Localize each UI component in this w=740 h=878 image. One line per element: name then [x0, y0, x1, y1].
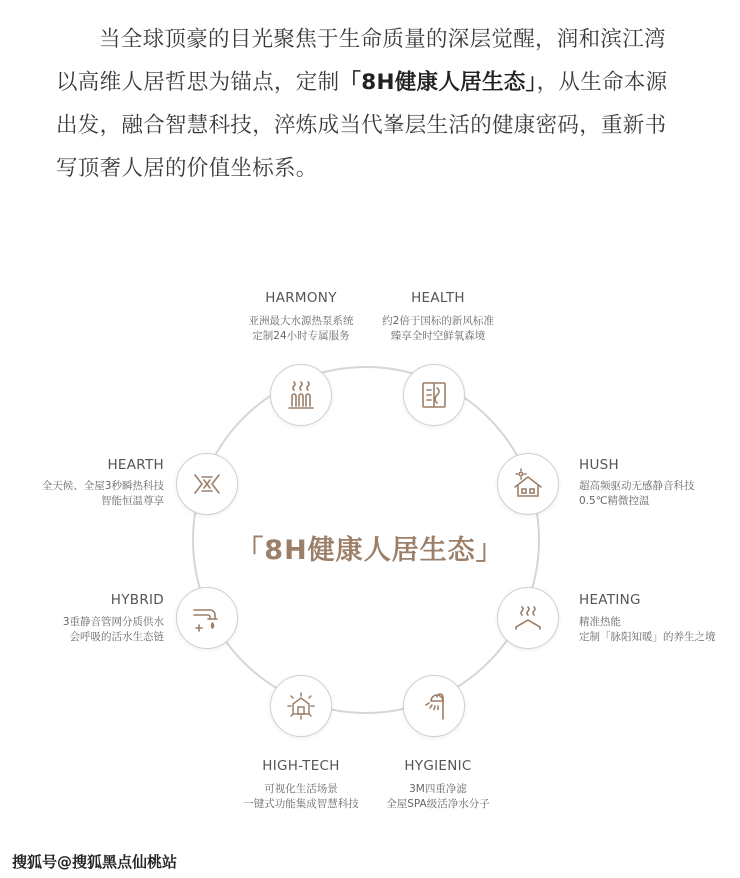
- heating-label: HEATING: [579, 592, 641, 608]
- shower-icon: [417, 689, 451, 723]
- hearth-label: HEARTH: [107, 457, 164, 473]
- intro-line-2-post: ，从生命本源: [536, 70, 668, 95]
- hygienic-label: HYGIENIC: [404, 758, 472, 774]
- harmony-desc: [221, 314, 381, 344]
- hush-desc: [579, 479, 739, 509]
- instant-heat-icon: [190, 467, 224, 501]
- hightech-label: HIGH-TECH: [262, 758, 340, 774]
- harmony-node: [270, 364, 332, 426]
- intro-highlight: 「8H健康人居生态」: [339, 70, 537, 95]
- hush-desc-2: 0.5℃精微控温: [579, 495, 650, 507]
- heating-desc-1: 精准热能: [579, 616, 621, 628]
- hygienic-node: [403, 675, 465, 737]
- hybrid-label: HYBRID: [110, 592, 164, 608]
- hearth-desc: [4, 479, 164, 509]
- heated-floor-icon: [511, 601, 545, 635]
- health-desc: [358, 314, 518, 344]
- health-desc-1: 约2倍于国标的新风标准: [382, 315, 494, 327]
- water-pipe-icon: [190, 601, 224, 635]
- heating-node: [497, 587, 559, 649]
- intro-line-1: 当全球顶豪的目光聚焦于生命质量的深层觉醒，润和滨江湾: [99, 27, 666, 52]
- heating-desc-2: 定制「脉阳知暖」的养生之境: [579, 631, 716, 643]
- hightech-node: [270, 675, 332, 737]
- health-label: HEALTH: [411, 290, 465, 306]
- radiator-waves-icon: [284, 378, 318, 412]
- hybrid-node: [176, 587, 238, 649]
- intro-line-4: 写顶奢人居的价值坐标系。: [56, 156, 318, 181]
- intro-line-2-pre: 以高维人居哲思为锚点，定制: [56, 70, 340, 95]
- hearth-node: [176, 453, 238, 515]
- harmony-desc-2: 定制24小时专属服务: [252, 330, 350, 342]
- hygienic-desc-1: 3M四重净滤: [409, 783, 467, 795]
- harmony-label: HARMONY: [265, 290, 337, 306]
- hybrid-desc-1: 3重静音管网分质供水: [62, 616, 164, 628]
- hybrid-desc-2: 会呼吸的活水生态链: [69, 631, 164, 643]
- heating-desc: [579, 615, 739, 645]
- hush-desc-1: 超高频驱动无感静音科技: [579, 480, 695, 492]
- hygienic-desc: [358, 782, 518, 812]
- 8h-diagram: [0, 270, 740, 830]
- watermark: 搜狐号@搜狐黑点仙桃站: [12, 853, 178, 871]
- health-node: [403, 364, 465, 426]
- intro-paragraph: [56, 18, 696, 190]
- intro-line-3: 出发，融合智慧科技，淬炼成当代峯层生活的健康密码，重新书: [56, 113, 667, 138]
- smart-home-icon: [284, 689, 318, 723]
- hightech-desc: [221, 782, 381, 812]
- center-title: 「8H健康人居生态」: [236, 535, 504, 566]
- hybrid-desc: [4, 615, 164, 645]
- health-desc-2: 臻享全时空鲜氧森境: [390, 330, 486, 342]
- hearth-desc-1: 全天候、全屋3秒瞬热科技: [41, 480, 164, 492]
- house-sun-icon: [511, 467, 545, 501]
- fresh-air-window-icon: [417, 378, 451, 412]
- hygienic-desc-2: 全屋SPA级活净水分子: [386, 798, 490, 810]
- hearth-desc-2: 智能恒温尊享: [101, 495, 164, 507]
- hush-label: HUSH: [579, 457, 619, 473]
- hightech-desc-1: 可视化生活场景: [264, 783, 338, 795]
- hightech-desc-2: 一键式功能集成智慧科技: [243, 798, 359, 810]
- harmony-desc-1: 亚洲最大水源热泵系统: [248, 315, 354, 327]
- hush-node: [497, 453, 559, 515]
